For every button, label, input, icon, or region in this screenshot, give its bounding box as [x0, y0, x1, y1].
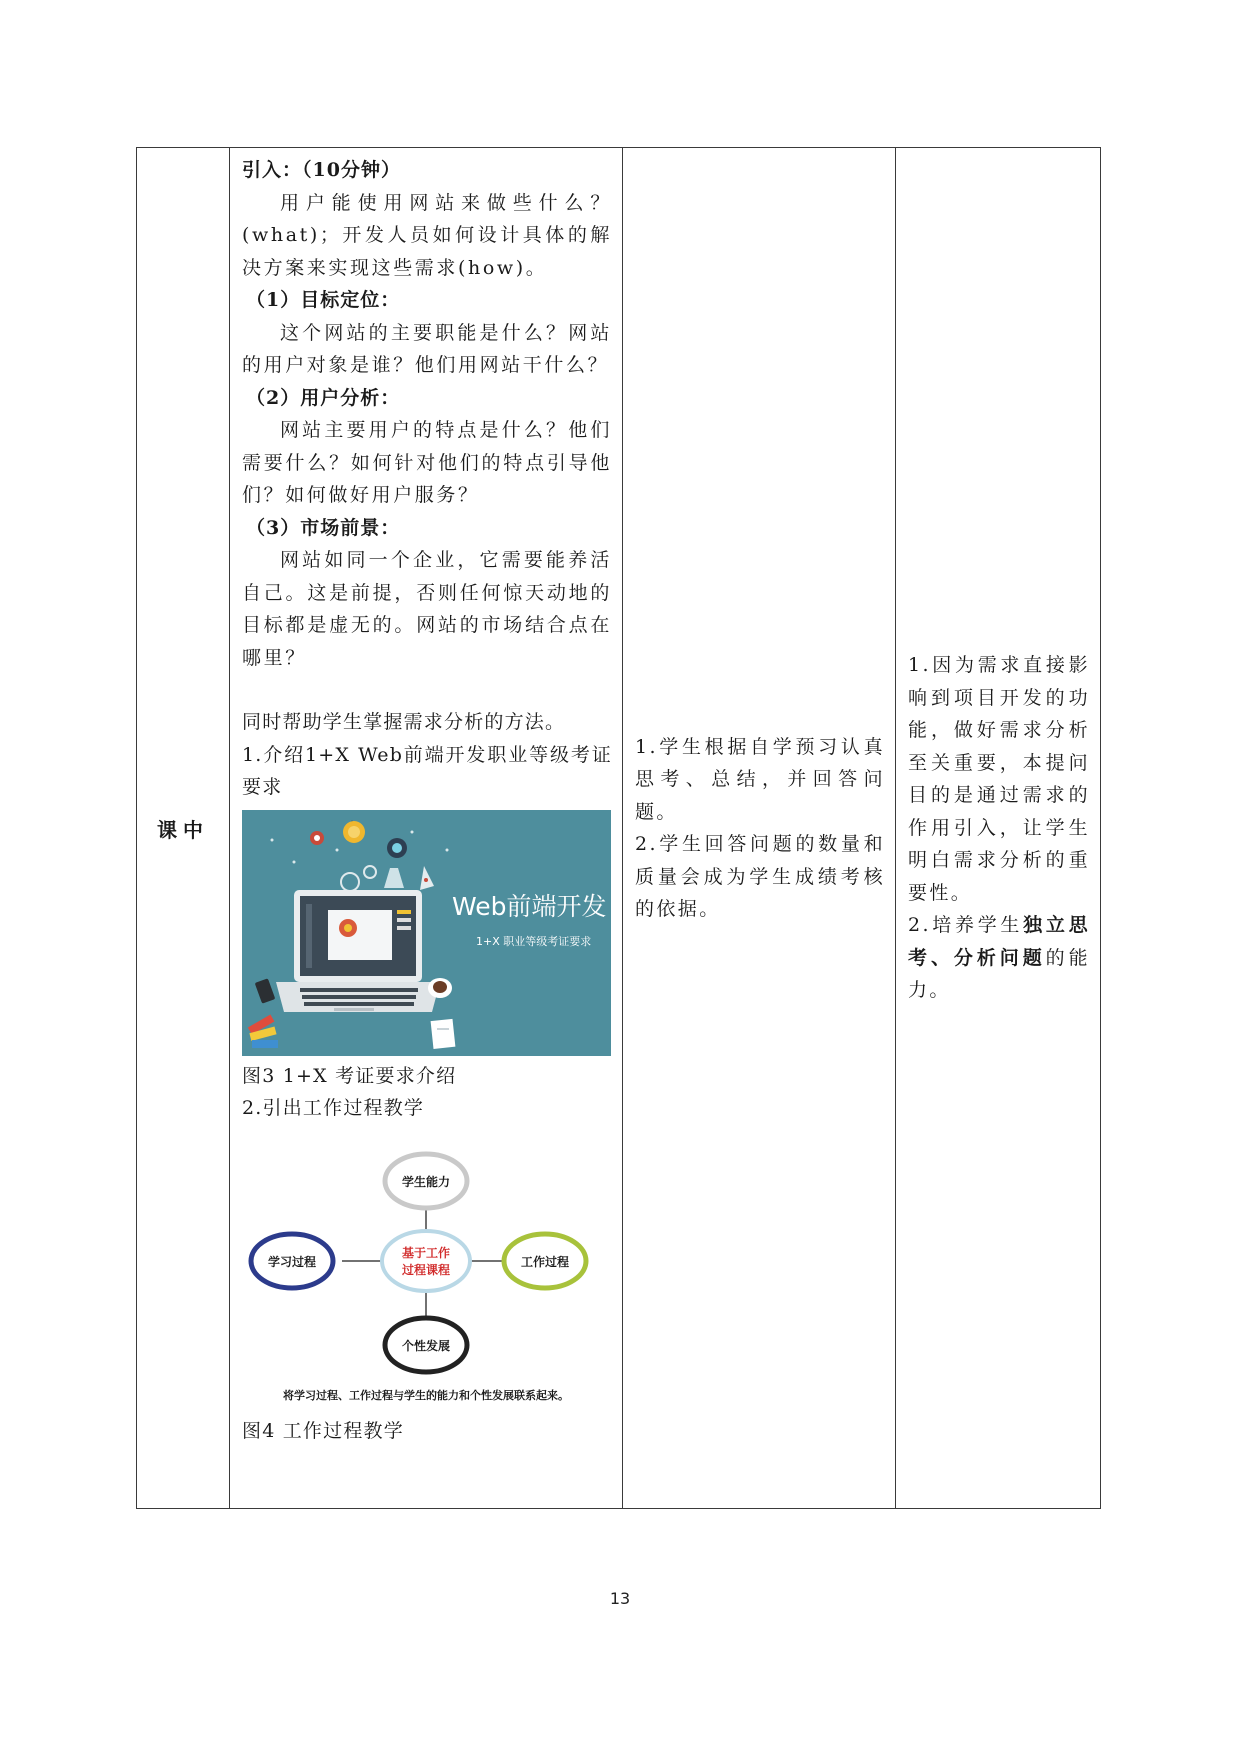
- item1-text: 1.介绍1+X Web前端开发职业等级考证要求: [242, 743, 612, 798]
- design-intent-item2-bold: 独立思考、分析问题: [908, 914, 1091, 969]
- node-bottom: [385, 1318, 467, 1372]
- section2-heading: （2）用户分析：: [246, 386, 401, 409]
- spacer: [242, 674, 612, 706]
- section3-heading: （3）市场前景：: [246, 516, 401, 539]
- coffee-cup-icon: [428, 978, 452, 998]
- figure-web-frontend-banner: [242, 810, 611, 1056]
- intro-heading: 引入：（10分钟）: [242, 159, 401, 181]
- table-row: [137, 148, 1101, 1509]
- node-right-label: 工作过程: [520, 1254, 570, 1269]
- node-center-line1: 基于工作: [401, 1245, 451, 1260]
- node-left-label: 学习过程: [267, 1254, 317, 1269]
- design-intent-item2: [908, 909, 1090, 1007]
- lesson-plan-table: [136, 147, 1101, 1509]
- method-text: 同时帮助学生掌握需求分析的方法。: [242, 711, 566, 733]
- section1-text: 这个网站的主要职能是什么？网站的用户对象是谁？他们用网站干什么？: [242, 321, 612, 376]
- stage-label: 课中: [137, 148, 230, 1509]
- node-center: [382, 1231, 470, 1291]
- node-top-label: 学生能力: [401, 1174, 451, 1189]
- banner-subtitle: 1+X 职业等级考证要求: [476, 934, 592, 948]
- node-left: [251, 1234, 333, 1288]
- teaching-content-cell: [230, 148, 623, 1509]
- node-top: [385, 1154, 467, 1208]
- page-number: 13: [609, 1589, 631, 1608]
- intro-text: 用户能使用网站来做些什么？(what)；开发人员如何设计具体的解决方案来实现这些需求(how)。: [242, 191, 612, 279]
- student-activity-item1: 1.学生根据自学预习认真思考、总结，并回答问题。: [635, 735, 885, 823]
- item2-text: 2.引出工作过程教学: [242, 1097, 425, 1119]
- design-intent-item2-suffix: 的能力。: [908, 946, 1090, 1002]
- laptop-icon: [276, 890, 440, 1012]
- section3-text: 网站如同一个企业，它需要能养活自己。这是前提，否则任何惊天动地的目标都是虚无的。网站的市场结合点在哪里？: [242, 549, 612, 669]
- document-icon: [431, 1018, 456, 1048]
- node-right: [504, 1234, 586, 1288]
- student-activity-item2: 2.学生回答问题的数量和质量会成为学生成绩考核的依据。: [635, 833, 885, 920]
- section1-heading: （1）目标定位：: [246, 289, 401, 311]
- design-intent-cell: [896, 148, 1101, 1509]
- figure3-caption: 图3 1+X 考证要求介绍: [242, 1064, 457, 1087]
- design-intent-item2-prefix: 2.培养学生: [908, 914, 1024, 937]
- figure-work-process-diagram: [242, 1131, 611, 1411]
- diagram-footnote: 将学习过程、工作过程与学生的能力和个性发展联系起来。: [283, 1388, 569, 1402]
- section2-text: 网站主要用户的特点是什么？他们需要什么？如何针对他们的特点引导他们？如何做好用户服务？: [242, 419, 612, 506]
- figure4-caption: 图4 工作过程教学: [242, 1419, 404, 1442]
- node-center-line2: 过程课程: [401, 1262, 451, 1277]
- design-intent-item1: 1.因为需求直接影响到项目开发的功能，做好需求分析至关重要，本提问目的是通过需求的作用引入，让学生明白需求分析的重要性。: [908, 654, 1090, 904]
- banner-title: Web前端开发: [452, 891, 607, 921]
- node-bottom-label: 个性发展: [401, 1338, 451, 1353]
- student-activity-cell: [623, 148, 896, 1509]
